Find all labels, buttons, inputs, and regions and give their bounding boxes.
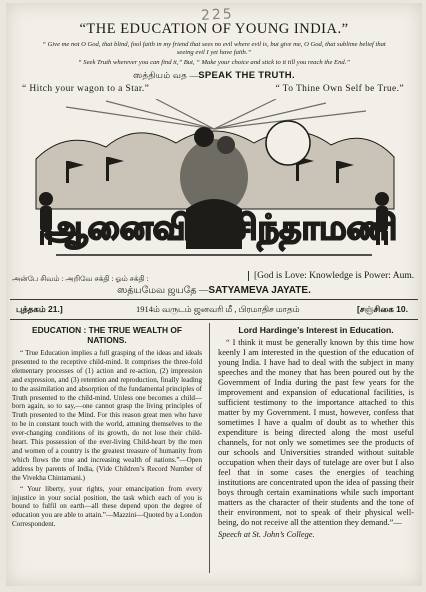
article-paragraph: “ I think it must be generally known by this time how keenly I am interested in the question of the education of young India. I have had to deal with the subject in many speeches and the money that has been poured out by the Government of India during the past few years for the improvement and expansion of educational facilities, is sufficient testimony to the importance attached to this matter by my Government. I must, however, confess that sometimes I have a qualm of doubt as to whether this expenditure is being directed along the most useful channels, for not only we sometimes see the products of our schools and Universities stranded without suitable occupation when their days of tutelage are over but I also feel that in some cases the energies of teaching institutions are concentrated upon the idea of passing their boys through certain examinations while such important matters as the character of their students and the tone of their environment, not to speak of their physical well-being, do not receive all the attention they demand.”—	[218, 338, 414, 527]
sun-disc	[266, 121, 310, 165]
banner-title-left: ஆனைவி	[44, 208, 192, 248]
article-education-wealth	[12, 325, 202, 531]
article-paragraph: “ Your liberty, your rights, your emancipation from every injustice in your social position, the task which each of you is bound to fulfil on earth—all these depend upon the degree of education you are able to attain.”—Mazzini—Quoted by a London Correspondent.	[12, 484, 202, 529]
article-heading: Lord Hardinge’s Interest in Education.	[238, 325, 394, 335]
article-paragraph: “ True Education implies a full grasping of the ideas and ideals presented to the receptive child-mind. It comprises the three-fold elementary processes of (1) action and re-action, (2) impression and expression, and (3) retention and reproduction, finally leading to the assimilation and absorption of the fundamental principles of Truth presented to the child-mind. Unless one becomes a child—born again, so to say,—one cannot grasp the living principles of Truth presented to the Mind. For this reason great men who have to be in constant touch with the world, attuning themselves to the ever-changing conditions of its growth, do not lose their child-heart. This possession of the ever-living Child-heart by the men and women of a country is the greatest treasure of humanity from which flows the true and increasing wealth of nations.”—Open address by parents of India, (Vide Children’s Record Number of the Vivekha Chintamani.)	[12, 349, 202, 482]
tamil-devices: அன்பே சிவம் : அறிவே சக்தி : ஓம் சக்தி :	[12, 274, 149, 283]
magazine-page	[6, 3, 422, 586]
epigraph-truth: “ Seek Truth wherever you can find it,” But, “ Make your choice and stick to it till you reach the End.”	[77, 59, 350, 66]
issue-number: [சஞ்சிகை 10.	[357, 304, 408, 314]
speak-truth-line	[6, 70, 422, 82]
motto-hitch-wagon: “ Hitch your wagon to a Star.”	[22, 84, 150, 94]
satyameva-tamil: ஸத்யமேவ ஜயதே —	[117, 286, 209, 296]
satyameva-english: SATYAMEVA JAYATE.	[208, 285, 311, 296]
satyameva-line	[6, 285, 422, 297]
banner-title-right: சிந்தாமணி	[230, 208, 398, 248]
motto-thine-own-self: “ To Thine Own Self be True.”	[275, 84, 404, 94]
epigraph-faith: “ Give me not O God, that blind, fool faith in my friend that sees no evil where evil is, but give me, O God, that sublime belief that seeing evil I yet have faith.”	[42, 41, 386, 56]
issue-volume: புத்தகம் 21.]	[16, 304, 63, 314]
issue-rule-bottom	[10, 319, 418, 320]
motto-god-is-love: [God is Love: Knowledge is Power: Aum.	[248, 271, 414, 281]
masthead-title: “THE EDUCATION OF YOUNG INDIA.”	[79, 21, 349, 37]
issue-rule-top	[10, 299, 418, 300]
speak-truth-english: SPEAK THE TRUTH.	[198, 70, 295, 81]
issue-date: 1914ம் வருடம் ஜனவரி மீ , பிரமாதிச மாதம்	[136, 304, 300, 314]
article-lord-hardinge	[218, 325, 414, 540]
page-stamp: 225	[200, 6, 235, 24]
article-heading: EDUCATION : THE TRUE WEALTH OF NATIONS.	[32, 325, 182, 345]
masthead-illustration	[26, 99, 402, 271]
column-divider	[209, 323, 210, 573]
article-source: Speech at St. John’s College.	[218, 530, 315, 539]
sun-rays	[66, 99, 366, 129]
speak-truth-tamil: ஸத்தியம் வத —	[133, 70, 199, 80]
